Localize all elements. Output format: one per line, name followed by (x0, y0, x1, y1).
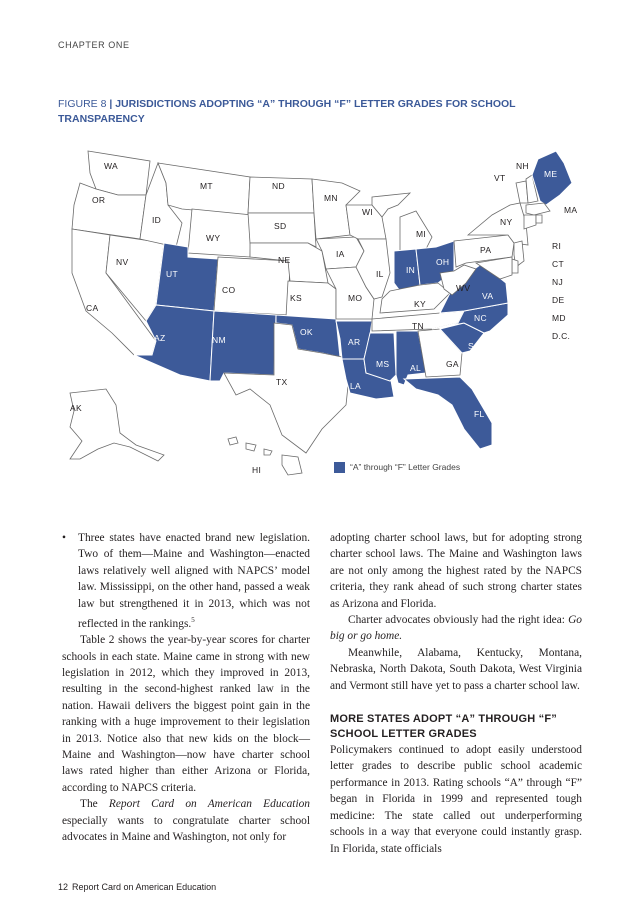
heading-line: MORE STATES ADOPT “A” THROUGH “F” (330, 713, 558, 726)
label-LA: LA (350, 381, 361, 391)
label-OK: OK (300, 327, 313, 337)
label-PA: PA (480, 245, 492, 255)
label-CO: CO (222, 285, 236, 295)
us-map (60, 143, 590, 488)
state-RI (536, 215, 542, 223)
state-CT (524, 215, 536, 229)
label-NM: NM (212, 335, 226, 345)
paragraph (62, 796, 310, 845)
label-IL: IL (376, 269, 384, 279)
us-map-svg (60, 143, 590, 488)
publication-title: Report Card on American Education (108, 798, 310, 811)
label-SC: SC (468, 341, 481, 351)
label-WA: WA (104, 161, 118, 171)
paragraph: Policymakers continued to adopt easily understood letter grades to describe public school academic performance in 2013. Rating schools “A” through “F” began in Florida in 1999 and represented tough medicine: The state called out underperforming schools in a way that everyone could instantly grasp. In Florida, state officials (330, 744, 582, 855)
bullet-dot: • (62, 532, 66, 544)
state-WA (88, 151, 150, 195)
figure-title (58, 97, 578, 127)
label-RI: RI (552, 241, 562, 251)
label-MN: MN (324, 193, 338, 203)
label-MA: MA (564, 205, 578, 215)
label-AL: AL (410, 363, 421, 373)
label-MD: MD (552, 313, 566, 323)
label-NY: NY (500, 217, 513, 227)
label-KY: KY (414, 299, 426, 309)
label-WV: WV (456, 283, 471, 293)
paragraph: Table 2 shows the year-by-year scores for charter schools in each state. Maine came in strong with new legislation in 2012, which they improved in 2013, resulting in the second-highest ranked law in the nation. Hawaii delivers the biggest point gain in the ranking with a huge improvement to their legislation in 2013. Notice also that new kids on the block—Maine and Washington—now have charter school laws rated higher than either Arizona or Florida, according to NAPCS criteria. (62, 634, 310, 794)
label-OR: OR (92, 195, 106, 205)
label-FL: FL (474, 409, 485, 419)
label-DC: D.C. (552, 331, 571, 341)
state-HI-3 (264, 449, 272, 455)
label-MO: MO (348, 293, 363, 303)
legend-label: “A” through “F” Letter Grades (350, 462, 461, 472)
label-NH: NH (516, 161, 529, 171)
figure-title-text: JURISDICTIONS ADOPTING “A” THROUGH “F” LETTER GRADES FOR SCHOOL TRANSPARENCY (58, 98, 516, 125)
label-AZ: AZ (154, 333, 166, 343)
label-OH: OH (436, 257, 450, 267)
label-ID: ID (152, 215, 162, 225)
label-KS: KS (290, 293, 302, 303)
label-VT: VT (494, 173, 506, 183)
state-HI-1 (228, 437, 238, 445)
figure-number: FIGURE 8 (58, 98, 107, 110)
label-VA: VA (482, 291, 494, 301)
label-NE: NE (278, 255, 291, 265)
legend-swatch (334, 462, 345, 473)
label-DE: DE (552, 295, 565, 305)
figure-separator: | (106, 98, 116, 110)
label-ND: ND (272, 181, 285, 191)
page-footer (58, 882, 216, 892)
label-WY: WY (206, 233, 221, 243)
label-SD: SD (274, 221, 287, 231)
state-HI-2 (246, 443, 256, 451)
label-CA: CA (86, 303, 99, 313)
label-UT: UT (166, 269, 178, 279)
label-MS: MS (376, 359, 390, 369)
label-NV: NV (116, 257, 129, 267)
bullet-item (62, 530, 310, 632)
label-WI: WI (362, 207, 373, 217)
state-DE (512, 259, 518, 273)
page-number: 12 (58, 882, 69, 892)
state-NM (210, 311, 276, 381)
label-GA: GA (446, 359, 459, 369)
paragraph: adopting charter school laws, but for adopting strong charter school laws. The Maine and Washington laws are not only among the highest rated by the NAPCS criteria, they rank ahead of such strong charter states as Arizona and Florida. (330, 532, 582, 610)
state-AK (70, 389, 164, 461)
heading-line: SCHOOL LETTER GRADES (330, 728, 477, 741)
state-MS (364, 333, 396, 381)
label-MT: MT (200, 181, 213, 191)
label-NJ: NJ (552, 277, 563, 287)
footer-title: Report Card on American Education (72, 882, 217, 892)
label-NC: NC (474, 313, 487, 323)
section-heading (330, 712, 582, 742)
footnote-ref: 5 (191, 616, 195, 625)
chapter-label: CHAPTER ONE (58, 40, 130, 50)
label-CT: CT (552, 259, 564, 269)
paragraph (330, 612, 582, 645)
label-TN: TN (412, 321, 424, 331)
paragraph-text: especially wants to congratulate charter school advocates in Maine and Washington, not only for (62, 814, 310, 844)
paragraph-text: The (80, 798, 109, 811)
label-AR: AR (348, 337, 361, 347)
label-AK: AK (70, 403, 82, 413)
state-HI-4 (282, 455, 302, 475)
label-MI: MI (416, 229, 427, 239)
label-HI: HI (252, 465, 262, 475)
label-ME: ME (544, 169, 558, 179)
label-IA: IA (336, 249, 345, 259)
paragraph: Meanwhile, Alabama, Kentucky, Montana, Nebraska, North Dakota, South Dakota, West Virginia and Vermont still have yet to pass a charter school law. (330, 646, 582, 692)
paragraph-text: Charter advocates obviously had the right idea: (348, 614, 569, 627)
label-IN: IN (406, 265, 416, 275)
emphasis-text: Go big or go home. (330, 614, 582, 643)
right-column (330, 530, 582, 857)
left-column (62, 530, 310, 846)
label-TX: TX (276, 377, 288, 387)
bullet-text: Three states have enacted brand new legislation. Two of them—Maine and Washington—enacted laws relatively well aligned with NAPCS’ model law. Mississippi, on the other hand, passed a weak law but strengthened it in 2013, which was not reflected in the rankings. (78, 532, 310, 630)
